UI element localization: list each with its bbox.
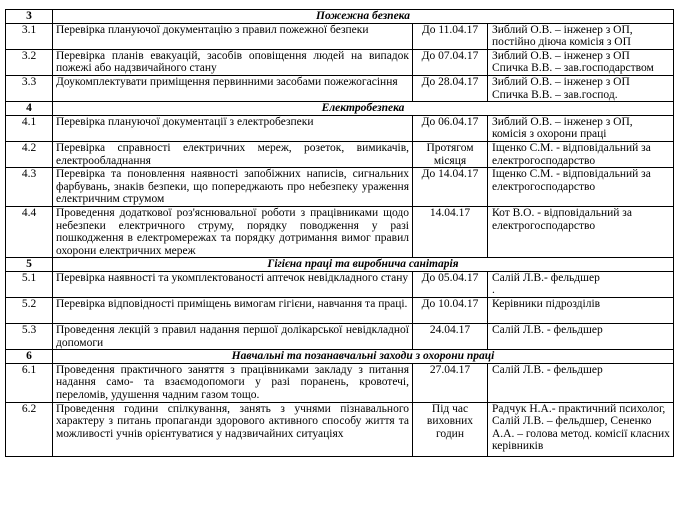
table-row — [6, 23, 674, 49]
table-row — [6, 115, 674, 141]
responsible-line: Зиблий О.В. – інженер з ОП — [492, 49, 630, 62]
section-number: 3 — [6, 10, 53, 24]
task-description: Проведення додаткової роз'яснювальної роботи з працівниками щодо небезпеки електричного струму, порядку поводження у разі пошкодження в електромережах та порядку дотримання вимог правил охорони електричних мереж — [53, 206, 413, 257]
activities-table-body — [6, 10, 674, 457]
task-description: Проведення практичного заняття з працівниками закладу з питання надання само- та взаємодопомоги у разі поранень, кровотечі, переломів, удушення чадним газом тощо. — [53, 363, 413, 402]
table-row — [6, 363, 674, 402]
due-date: 14.04.17 — [413, 206, 488, 257]
responsible-line: Іщенко С.М. - відповідальний за електрогосподарство — [492, 168, 651, 193]
due-date: До 06.04.17 — [413, 115, 488, 141]
responsible-line: Іщенко С.М. - відповідальний за електрогосподарство — [492, 141, 651, 167]
responsible-line: Зиблий О.В. – інженер з ОП, — [492, 23, 633, 36]
item-number: 4.4 — [6, 206, 53, 257]
item-number: 3.2 — [6, 49, 53, 75]
responsible-line: Зиблий О.В. – інженер з ОП — [492, 75, 630, 88]
responsible-line: Спичка В.В. – зав.господ. — [492, 88, 618, 101]
task-description: Проведення лекцій з правил надання першої долікарської невідкладної допомоги — [53, 324, 413, 350]
table-row — [6, 271, 674, 297]
responsible-line: комісія з охорони праці — [492, 128, 607, 141]
due-date: До 10.04.17 — [413, 298, 488, 324]
task-description: Перевірка відповідності приміщень вимогам гігієни, навчання та праці. — [53, 298, 413, 324]
table-row — [6, 206, 674, 257]
responsible-line: Керівники підрозділів — [492, 298, 601, 311]
section-header-row — [6, 10, 674, 24]
table-row — [6, 168, 674, 207]
responsible-line: Салій Л.В.- фельдшер — [492, 271, 600, 284]
task-description: Доукомплектувати приміщення первинними засобами пожежогасіння — [53, 75, 413, 101]
section-number: 6 — [6, 350, 53, 364]
responsible-line: Зиблий О.В. – інженер з ОП, — [492, 115, 633, 128]
responsible-line: Салій Л.В. - фельдшер — [492, 324, 603, 337]
responsible-persons — [488, 206, 674, 257]
section-number: 4 — [6, 102, 53, 116]
task-description: Перевірка та поновлення наявності запобіжних написів, сигнальних фарбувань, знаків безпеки, що попереджають про небезпеку ураження електричним струмом — [53, 168, 413, 207]
responsible-persons — [488, 271, 674, 297]
section-header-row — [6, 258, 674, 272]
responsible-line: Салій Л.В. - фельдшер — [492, 363, 603, 376]
responsible-line: Салій Л.В. – фельдшер, Сененко А.А. – голова метод. комісії класних керівників — [492, 415, 670, 453]
task-description: Проведення години спілкування, занять з учнями пізнавального характеру з питань пропаганди здорового активного способу життя та можливості учнів орієнтуватися у надзвичайних ситуаціях — [53, 402, 413, 456]
task-description: Перевірка плануючої документації з електробезпеки — [53, 115, 413, 141]
due-date: Протягом місяця — [413, 141, 488, 167]
responsible-persons — [488, 75, 674, 101]
item-number: 6.2 — [6, 402, 53, 456]
due-date: Під час виховних годин — [413, 402, 488, 456]
item-number: 4.3 — [6, 168, 53, 207]
responsible-line: Спичка В.В. – зав.господарством — [492, 62, 654, 75]
item-number: 5.2 — [6, 298, 53, 324]
responsible-persons — [488, 23, 674, 49]
due-date: До 05.04.17 — [413, 271, 488, 297]
responsible-line: . — [492, 284, 495, 297]
task-description: Перевірка планів евакуацій, засобів оповіщення людей на випадок пожежі або надзвичайного стану — [53, 49, 413, 75]
section-header-row — [6, 102, 674, 116]
responsible-line: Кот В.О. - відповідальний за електрогосподарство — [492, 206, 632, 232]
section-title: Навчальні та позанавчальні заходи з охорони праці — [53, 350, 674, 364]
section-title: Гігієна праці та виробнича санітарія — [53, 258, 674, 272]
section-number: 5 — [6, 258, 53, 272]
responsible-line: Радчук Н.А.- практичний психолог, — [492, 402, 666, 415]
section-header-row — [6, 350, 674, 364]
item-number: 5.1 — [6, 271, 53, 297]
responsible-persons — [488, 141, 674, 167]
item-number: 5.3 — [6, 324, 53, 350]
item-number: 3.1 — [6, 23, 53, 49]
responsible-persons — [488, 363, 674, 402]
responsible-persons — [488, 49, 674, 75]
responsible-persons — [488, 402, 674, 456]
item-number: 4.1 — [6, 115, 53, 141]
item-number: 6.1 — [6, 363, 53, 402]
responsible-persons — [488, 115, 674, 141]
item-number: 3.3 — [6, 75, 53, 101]
table-row — [6, 324, 674, 350]
task-description: Перевірка плануючої документацію з правил пожежної безпеки — [53, 23, 413, 49]
due-date: До 14.04.17 — [413, 168, 488, 207]
due-date: До 28.04.17 — [413, 75, 488, 101]
due-date: 27.04.17 — [413, 363, 488, 402]
due-date: 24.04.17 — [413, 324, 488, 350]
responsible-persons — [488, 324, 674, 350]
responsible-line: постійно діюча комісія з ОП — [492, 36, 631, 49]
section-title: Пожежна безпека — [53, 10, 674, 24]
task-description: Перевірка наявності та укомплектованості аптечок невідкладного стану — [53, 271, 413, 297]
due-date: До 07.04.17 — [413, 49, 488, 75]
item-number: 4.2 — [6, 141, 53, 167]
responsible-persons — [488, 168, 674, 207]
responsible-persons — [488, 298, 674, 324]
table-row — [6, 141, 674, 167]
table-row — [6, 298, 674, 324]
activities-table — [5, 9, 674, 457]
table-row — [6, 402, 674, 456]
due-date: До 11.04.17 — [413, 23, 488, 49]
task-description: Перевірка справності електричних мереж, розеток, вимикачів, електрообладнання — [53, 141, 413, 167]
section-title: Електробезпека — [53, 102, 674, 116]
table-row — [6, 75, 674, 101]
table-row — [6, 49, 674, 75]
